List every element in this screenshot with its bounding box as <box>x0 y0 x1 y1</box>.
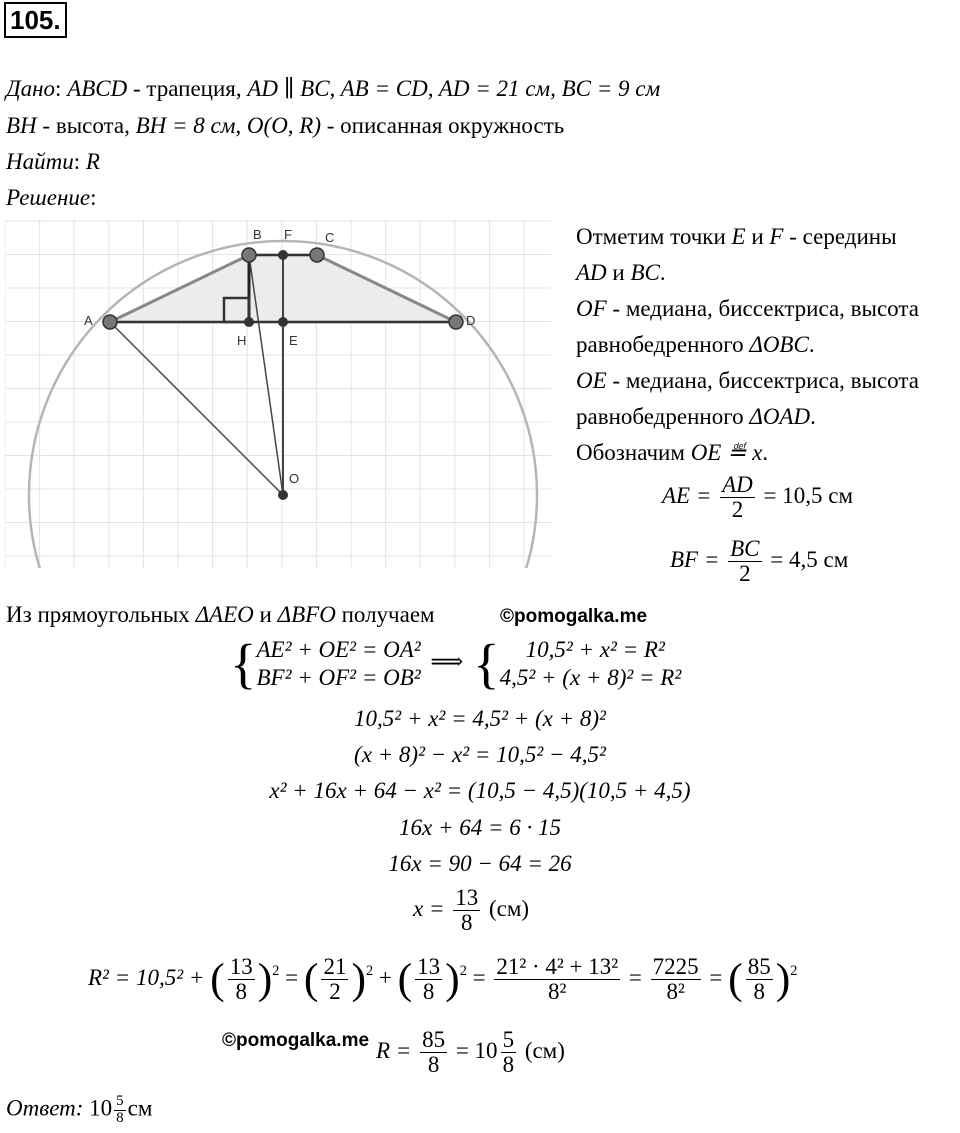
implies-arrow: ⟹ <box>430 648 464 674</box>
find-line: Найти: R <box>6 149 100 174</box>
point-B <box>242 248 256 262</box>
fraction: $\frac{BC}{2}$ <box>730 536 760 587</box>
step-3: x² + 16x + 64 − x² = (10,5 − 4,5)(10,5 + 4,5) <box>269 778 691 803</box>
r-result: R = $\frac{85}{8}$ = 10 $\frac{5}{8}$ (см) <box>376 1027 565 1078</box>
problem-number: 105. <box>4 2 67 38</box>
explanation-line-5: OE - медиана, биссектриса, высота <box>576 368 919 393</box>
given-label: Дано <box>6 76 56 101</box>
label-F: F <box>284 227 292 242</box>
right-brace: { <box>473 633 500 695</box>
step-2: (x + 8)² − x² = 10,5² − 4,5² <box>354 742 606 767</box>
ae-formula: AE = $\frac{AD}{2}$ = 10,5 см <box>662 472 854 523</box>
watermark-2: ©pomogalka.me <box>222 1030 370 1051</box>
explanation-line-6: равнобедренного ΔOAD. <box>576 404 816 429</box>
equation-system: {AE² + OE² = OA² BF² + OF² = OB² ⟹ { 10,5² + x² = R² 4,5² + (x + 8)² = R² <box>230 633 682 695</box>
fraction: $\frac{13}{8}$ <box>455 885 479 936</box>
given-line-1: Дано: ABCD - трапеция, AD ∥ BC, AB = CD, AD = 21 см, BC = 9 см <box>6 76 661 101</box>
geometry-figure <box>5 220 551 568</box>
trapezoid-name: ABCD <box>67 76 128 101</box>
step-5: 16x = 90 − 64 = 26 <box>388 851 572 876</box>
point-O <box>278 490 288 500</box>
label-C: C <box>325 230 335 245</box>
fraction: $\frac{AD}{2}$ <box>722 472 753 523</box>
bf-formula: BF = $\frac{BC}{2}$ = 4,5 см <box>670 536 849 587</box>
given-conditions: AD ∥ BC, AB = CD, AD = 21 см, BC = 9 см <box>247 76 661 101</box>
label-D: D <box>466 313 476 328</box>
given-line-2: BH - высота, BH = 8 см, O(O, R) - описанная окружность <box>6 113 565 138</box>
x-result: x = $\frac{13}{8}$ (см) <box>413 885 530 936</box>
answer-line: Ответ: 10 $\frac{5}{8}$ см <box>6 1093 153 1126</box>
label-B: B <box>253 227 262 242</box>
point-A <box>103 315 117 329</box>
answer-label: Ответ: <box>6 1095 84 1121</box>
step-1: 10,5² + x² = 4,5² + (x + 8)² <box>354 706 606 731</box>
segment-AO <box>110 322 283 495</box>
explanation-line-7: Обозначим OE ≝ x. <box>576 440 769 465</box>
from-triangles-line: Из прямоугольных ΔAEO и ΔBFO получаем <box>6 602 435 627</box>
r-squared-line: R² = 10,5² + ( $\frac{13}{8}$ )$^2$ = ( $\frac{21}{2}$ )$^2$ + ( $\frac{13}{8}$ )$^2$ = $\frac{\text{21² · 4² + 13²}}{\text{8²}}$ = $\frac{7225}{\text{8²}}$ = ( $\frac{85}{8}$ )$^2$ <box>88 954 798 1005</box>
step-4: 16x + 64 = 6 · 15 <box>399 815 561 840</box>
explanation-line-4: равнобедренного ΔOBC. <box>576 332 815 357</box>
point-F <box>278 250 288 260</box>
explanation-line-2: AD и BC. <box>576 260 666 285</box>
watermark-1: ©pomogalka.me <box>500 606 648 627</box>
point-C <box>310 248 324 262</box>
find-label: Найти <box>6 149 74 174</box>
explanation-line-3: OF - медиана, биссектриса, высота <box>576 296 919 321</box>
point-H <box>244 317 254 327</box>
label-O: O <box>289 471 300 486</box>
label-A: A <box>84 313 93 328</box>
label-E: E <box>289 333 298 348</box>
explanation-line-1: Отметим точки E и F - середины <box>576 224 897 249</box>
left-brace: { <box>230 633 257 695</box>
solution-label: Решение: <box>6 185 97 210</box>
label-H: H <box>237 333 247 348</box>
point-D <box>449 315 463 329</box>
point-E <box>278 317 288 327</box>
